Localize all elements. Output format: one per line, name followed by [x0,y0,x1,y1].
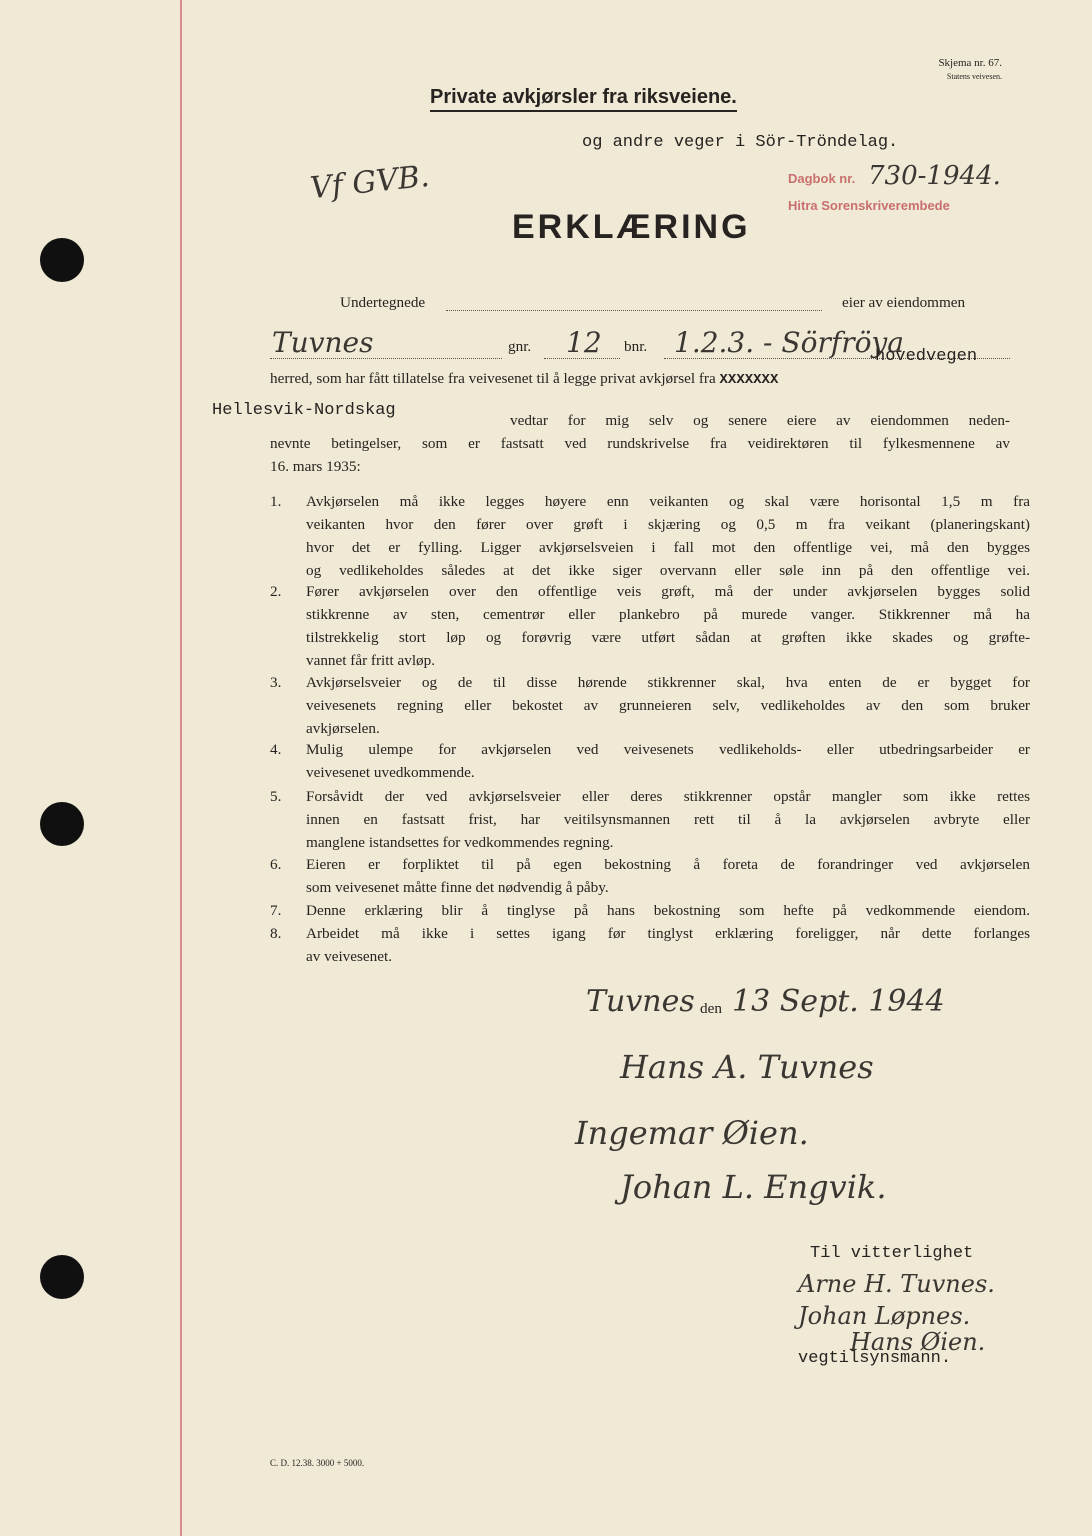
signature: Ingemar Øien. [575,1114,809,1152]
condition-item [270,671,1030,740]
condition-item [270,899,1030,922]
dotted-line [446,310,822,311]
condition-text: Avkjørselsveier og de til disse hørende stikkrenner skal, hva enten de er bygget for veivesenets regning eller bekostet av grunneieren selv, vedlikeholdes av den som bruker avkjørselen. [306,674,1030,737]
condition-number: 6. [270,856,282,873]
commitment-text: vedtar for mig selv og senere eiere av eiendommen neden- [510,412,1010,429]
condition-item [270,853,1030,899]
dotted-line [270,358,502,359]
handwritten-initials: Vf GVB. [308,158,432,207]
punch-hole [40,238,84,282]
condition-text: Forsåvidt der ved avkjørselsveier eller deres stikkrenner opstår mangler som ikke rettes innen en fastsatt frist, har veitilsynsmannen rett til å la avkjørselen avbryte eller manglene istandsettes for vedkommendes regning. [306,788,1030,851]
document-heading: ERKLÆRING [512,208,751,246]
signature: Johan L. Engvik. [620,1168,887,1206]
herred-line [270,370,1050,388]
journal-number: 730-1944. [868,161,1001,191]
sign-place: Tuvnes [586,984,695,1019]
form-issuer: Statens veivesen. [946,72,1002,81]
condition-text: Eieren er forpliktet til på egen bekostning å foreta de forandringer ved avkjørselen som veivesenet måtte finne det nødvendig å påby. [306,856,1030,896]
condition-item [270,490,1030,582]
witness-signature: Hans Øien. [850,1328,986,1356]
condition-item [270,580,1030,672]
form-number [938,56,1002,84]
condition-number: 4. [270,741,282,758]
condition-number: 7. [270,902,282,919]
owner-label: eier av eiendommen [842,294,966,311]
witness-signature: Arne H. Tuvnes. [798,1270,995,1298]
punch-hole [40,802,84,846]
dotted-line [544,358,620,359]
undersigned-label: Undertegnede [340,294,426,311]
bnr-value: 1.2.3. - Sörfröya [674,326,904,359]
witness-label: Til vitterlighet [810,1244,974,1263]
struck-text: XXXXXXX [719,372,779,388]
condition-text: Avkjørselen må ikke legges høyere enn veikanten og skal være horisontal 1,5 m fra veikanten hvor den fører over grøft i skjæring og 0,5 m fra veikant (planeringskant) hvor det er fylling. Ligger avkjørselsveien i fall mot den offentlige vei, må den bygges og vedlikeholdes således at det ikke siger overvann eller søle inn på den offentlige vei. [306,493,1030,579]
herred-text: herred, som har fått tillatelse fra veivesenet til å legge privat avkjørsel fra [270,370,716,387]
signature: Hans A. Tuvnes [620,1048,874,1086]
condition-number: 2. [270,583,282,600]
office-stamp: Hitra Sorenskriverembede [788,198,950,213]
form-number-line1: Skjema nr. 67. [938,57,1002,69]
condition-item [270,922,1030,968]
date-label: den [700,1000,722,1017]
property-name: Tuvnes [272,326,374,359]
condition-item [270,785,1030,854]
condition-text: Fører avkjørselen over den offentlige veis grøft, må der under avkjørselen bygges solid stikkrenne av sten, cementrør eller plankebro på murede vanger. Stikkrenner må ha tilstrekkelig stort løp og forøvrig være utført sådan at grøften ikke skades og grøfte- vannet får fritt avløp. [306,583,1030,669]
condition-text: Mulig ulempe for avkjørselen ved veivesenets vedlikeholds- eller utbedringsarbeider er veivesenet uvedkommende. [306,741,1030,781]
condition-item [270,738,1030,784]
road-name: Hellesvik-Nordskag [212,401,396,420]
sign-date: 13 Sept. 1944 [732,984,945,1019]
commitment-line2: nevnte betingelser, som er fastsatt ved rundskrivelse fra veidirektøren til fylkesmennene av [270,435,1010,452]
gnr-label: gnr. [508,338,532,355]
inspector-label: vegtilsynsmann. [798,1349,952,1368]
journal-stamp: Dagbok nr. [788,171,856,186]
condition-text: Denne erklæring blir å tinglyse på hans bekostning som hefte på vedkommende eiendom. [306,902,1030,919]
road-type: hovedvegen [875,347,978,366]
condition-number: 8. [270,925,282,942]
condition-number: 5. [270,788,282,805]
condition-number: 1. [270,493,282,510]
commitment-line1 [270,412,1010,430]
punch-hole [40,1255,84,1299]
print-code: C. D. 12.38. 3000 + 5000. [270,1458,365,1468]
condition-number: 3. [270,674,282,691]
condition-text: Arbeidet må ikke i settes igang før tinglyst erklæring foreligger, når dette forlanges av veivesenet. [306,925,1030,965]
witness-signature: Johan Løpnes. [798,1302,971,1330]
margin-line [180,0,182,1536]
commitment-line3: 16. mars 1935: [270,458,361,475]
page-title: Private avkjørsler fra riksveiene. [430,86,737,112]
gnr-value: 12 [566,326,602,359]
page-subtitle: og andre veger i Sör-Tröndelag. [582,133,899,152]
bnr-label: bnr. [624,338,648,355]
